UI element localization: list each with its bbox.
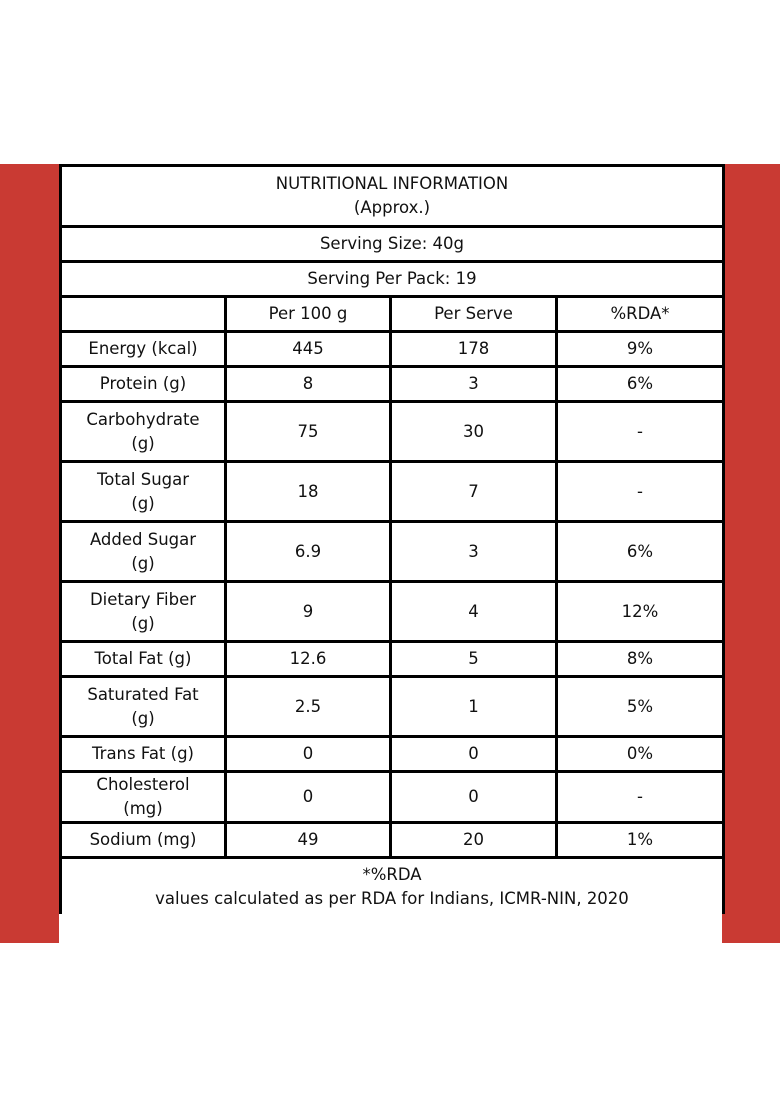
table-row [61, 737, 724, 772]
table-row [61, 522, 724, 582]
nutrition-table [59, 164, 725, 914]
rda-value: 1% [557, 823, 724, 858]
rda-value: 9% [557, 332, 724, 367]
footnote-row [61, 858, 724, 915]
serving-size-row [61, 227, 724, 262]
nutrient-name: Dietary Fiber (g) [61, 582, 226, 642]
column-header: Per 100 g [226, 297, 391, 332]
per-100g-value: 18 [226, 462, 391, 522]
column-header: Per Serve [391, 297, 557, 332]
per-serve-value: 0 [391, 772, 557, 823]
table-title: NUTRITIONAL INFORMATION [275, 174, 509, 193]
table-row [61, 367, 724, 402]
per-serve-value: 0 [391, 737, 557, 772]
rda-value: 12% [557, 582, 724, 642]
per-serve-value: 4 [391, 582, 557, 642]
column-header-row [61, 297, 724, 332]
nutrient-name: Sodium (mg) [61, 823, 226, 858]
nutrient-name: Cholesterol (mg) [61, 772, 226, 823]
per-100g-value: 2.5 [226, 677, 391, 737]
title-row [61, 166, 724, 227]
nutrient-name: Carbohydrate (g) [61, 402, 226, 462]
nutrient-name: Energy (kcal) [61, 332, 226, 367]
per-serve-value: 7 [391, 462, 557, 522]
per-serve-value: 178 [391, 332, 557, 367]
footnote-text: values calculated as per RDA for Indians, ICMR-NIN, 2020 [155, 888, 629, 908]
serving-per-pack-row [61, 262, 724, 297]
per-100g-value: 0 [226, 772, 391, 823]
per-serve-value: 5 [391, 642, 557, 677]
rda-value: 8% [557, 642, 724, 677]
title-cell [61, 166, 724, 227]
per-100g-value: 75 [226, 402, 391, 462]
nutrient-name: Trans Fat (g) [61, 737, 226, 772]
footnote-cell [61, 858, 724, 915]
per-100g-value: 49 [226, 823, 391, 858]
per-serve-value: 3 [391, 367, 557, 402]
per-100g-value: 6.9 [226, 522, 391, 582]
table-row [61, 772, 724, 823]
table-row [61, 677, 724, 737]
per-100g-value: 12.6 [226, 642, 391, 677]
per-serve-value: 20 [391, 823, 557, 858]
per-100g-value: 445 [226, 332, 391, 367]
column-header [61, 297, 226, 332]
table-subtitle: (Approx.) [353, 198, 431, 217]
serving-size: Serving Size: 40g [61, 227, 724, 262]
per-serve-value: 30 [391, 402, 557, 462]
table-row [61, 823, 724, 858]
per-100g-value: 9 [226, 582, 391, 642]
rda-value: 6% [557, 367, 724, 402]
rda-value: - [557, 402, 724, 462]
per-serve-value: 1 [391, 677, 557, 737]
rda-value: 6% [557, 522, 724, 582]
table-row [61, 462, 724, 522]
rda-value: - [557, 462, 724, 522]
table-row [61, 332, 724, 367]
nutrient-name: Saturated Fat (g) [61, 677, 226, 737]
per-100g-value: 0 [226, 737, 391, 772]
rda-value: 5% [557, 677, 724, 737]
per-100g-value: 8 [226, 367, 391, 402]
table-row [61, 582, 724, 642]
column-header: %RDA* [557, 297, 724, 332]
table-row [61, 642, 724, 677]
nutrient-name: Protein (g) [61, 367, 226, 402]
rda-value: - [557, 772, 724, 823]
nutrient-name: Total Fat (g) [61, 642, 226, 677]
footnote-title: *%RDA [362, 864, 422, 884]
per-serve-value: 3 [391, 522, 557, 582]
table-row [61, 402, 724, 462]
rda-value: 0% [557, 737, 724, 772]
nutrient-name: Added Sugar (g) [61, 522, 226, 582]
nutrient-name: Total Sugar (g) [61, 462, 226, 522]
serving-per-pack: Serving Per Pack: 19 [61, 262, 724, 297]
